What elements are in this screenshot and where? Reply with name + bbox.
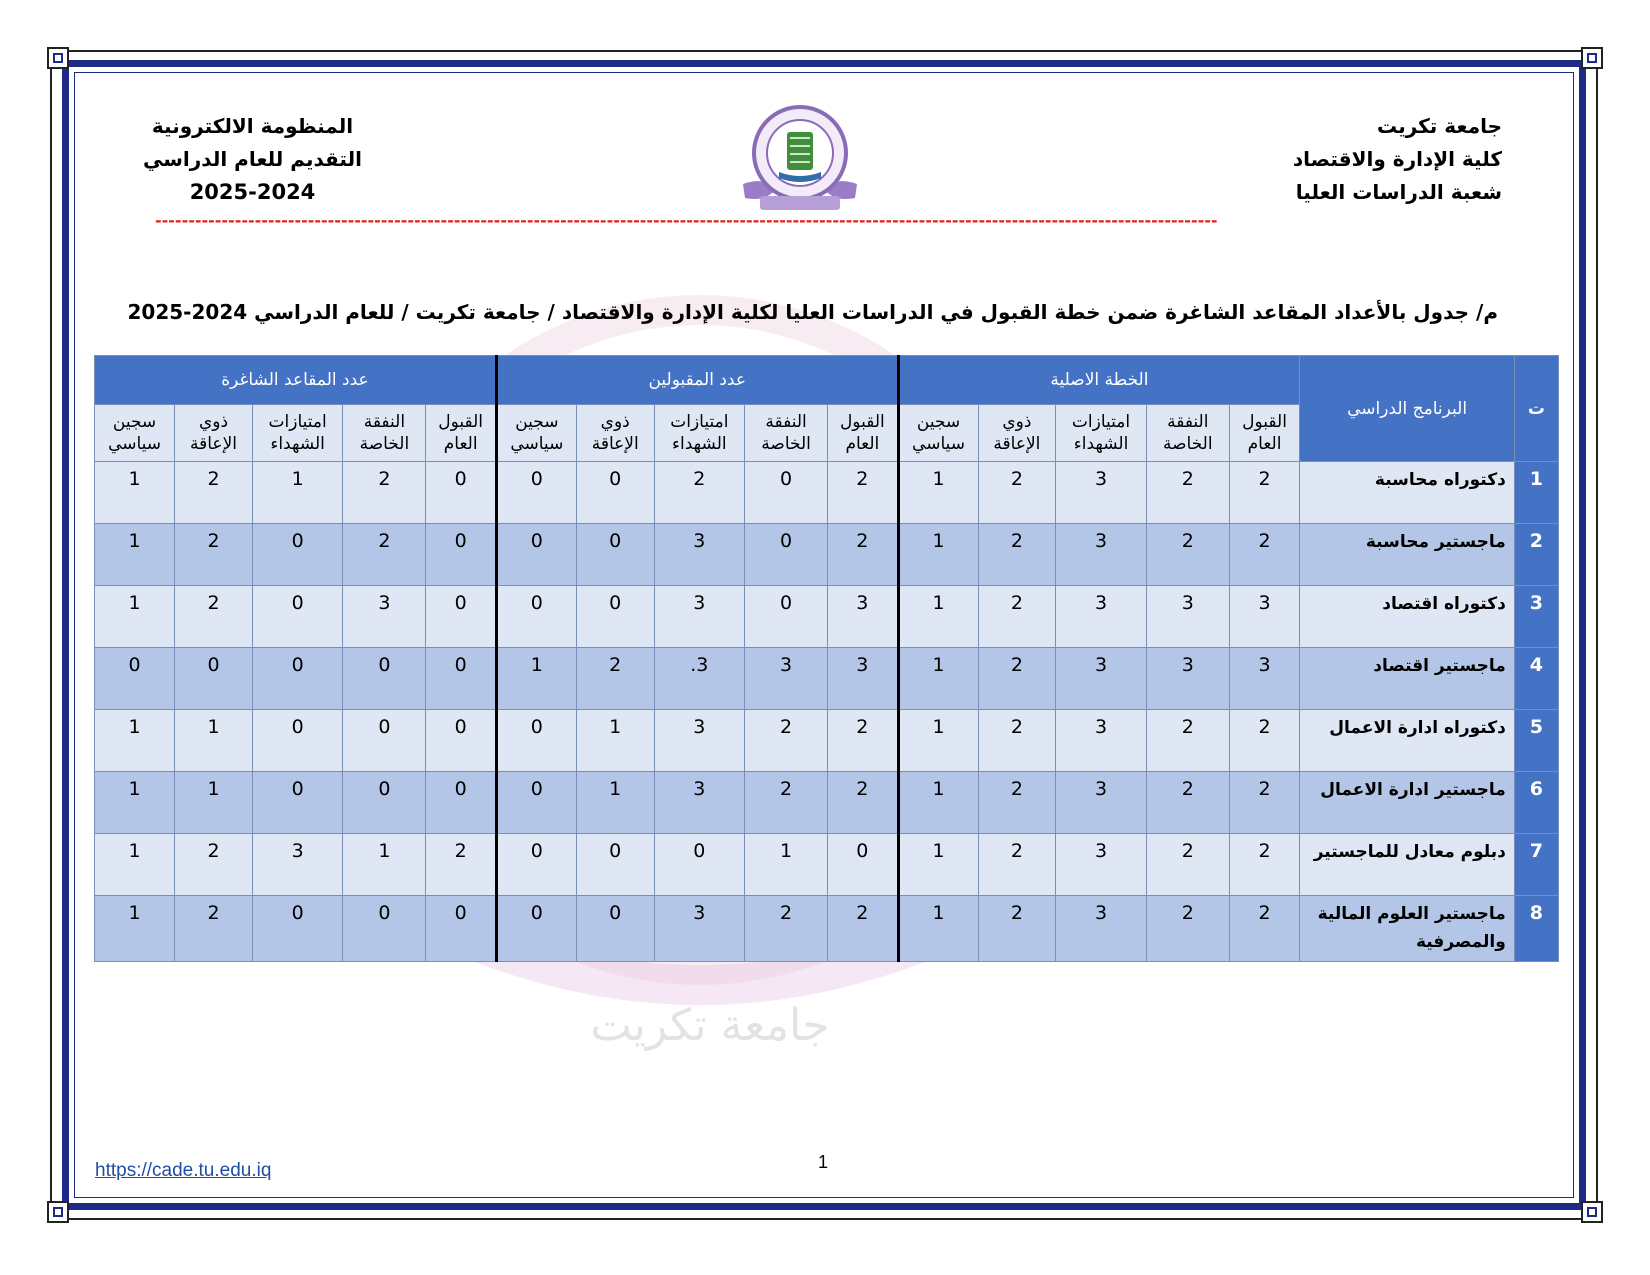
table-cell: 1 [898,586,978,648]
table-cell: 2 [978,524,1056,586]
table-cell: 2 [1146,710,1229,772]
subcolumn-header-line: سجين [515,412,559,432]
table-cell: 2 [343,462,426,524]
table-cell: 3 [1056,462,1146,524]
table-cell: 0 [426,896,496,962]
table-row [95,834,1559,896]
table-cell: 2 [978,586,1056,648]
subcolumn-header-line: ذوي [198,412,229,432]
table-cell: 1 [95,834,175,896]
subcolumn-header-line: الخاصة [359,434,410,454]
university-name: جامعة تكريت [1377,114,1502,138]
table-cell: 2 [1229,710,1299,772]
subcolumn-header-line: امتيازات [1071,412,1131,432]
row-number: 4 [1514,648,1558,710]
header-divider: ---------------------------------------------------------------------------------------------------------------------------------------------------------------- [155,211,1218,230]
table-cell: 2 [175,586,253,648]
subcolumn-header-line: سجين [112,412,157,432]
table-cell: 2 [745,772,828,834]
college-logo [735,98,865,216]
program-name: دبلوم معادل للماجستير [1300,834,1515,896]
table-cell: 2 [978,834,1056,896]
table-cell: 1 [898,648,978,710]
subcolumn-header-line: القبول [839,412,885,432]
subcolumn-header-line: امتيازات [268,412,327,432]
table-row [95,586,1559,648]
system-header [140,110,365,209]
table-cell: 1 [95,772,175,834]
program-name: دكتوراه اقتصاد [1300,586,1515,648]
column-header-program: البرنامج الدراسي [1300,356,1515,462]
table-cell: 0 [828,834,898,896]
table-cell: 3 [1146,648,1229,710]
table-cell: 2 [175,524,253,586]
subcolumn-header-line: النفقة [363,412,406,432]
subcolumn-header-line: الإعاقة [190,434,237,454]
table-cell: 3 [654,710,744,772]
table-cell: 0 [496,896,576,962]
table-cell: 2 [828,772,898,834]
subcolumn-header-line: الشهداء [672,434,727,454]
table-cell: 0 [252,586,342,648]
table-cell: 1 [898,896,978,962]
table-cell: 3 [1146,586,1229,648]
table-cell: 3 [1056,524,1146,586]
table-cell: 0 [343,772,426,834]
table-cell: 2 [828,524,898,586]
table-cell: 2 [1229,834,1299,896]
application-label: التقديم للعام الدراسي [143,147,362,171]
row-number: 6 [1514,772,1558,834]
subcolumn-header [95,405,175,462]
subcolumn-header [496,405,576,462]
frame-corner-ornament [47,47,69,69]
table-cell: 2 [576,648,654,710]
group-header-original-plan: الخطة الاصلية [898,356,1300,405]
table-cell: 1 [95,896,175,962]
subcolumn-header-line: القبول [1242,412,1287,432]
table-cell: 3 [828,648,898,710]
table-cell: 2 [978,772,1056,834]
table-row [95,462,1559,524]
table-cell: 3. [654,648,744,710]
subcolumn-header [1146,405,1229,462]
table-cell: 0 [496,462,576,524]
frame-corner-ornament [1581,1201,1603,1223]
column-header-number: ت [1514,356,1558,462]
table-cell: 2 [978,896,1056,962]
institution-header [1293,110,1502,209]
table-cell: 0 [343,710,426,772]
table-cell: 3 [1056,834,1146,896]
table-cell: 2 [978,462,1056,524]
table-cell: 3 [654,586,744,648]
row-number: 2 [1514,524,1558,586]
table-cell: 0 [95,648,175,710]
subcolumn-header-line: سياسي [510,434,564,454]
table-cell: 2 [745,710,828,772]
table-cell: 2 [978,648,1056,710]
subcolumn-header [1229,405,1299,462]
table-cell: 3 [745,648,828,710]
table-cell: 0 [745,524,828,586]
academic-year: 2025-2024 [189,180,316,204]
table-cell: 3 [1229,586,1299,648]
table-cell: 0 [745,462,828,524]
table-cell: 1 [745,834,828,896]
table-cell: 0 [252,710,342,772]
table-cell: 0 [576,834,654,896]
subcolumn-header [978,405,1056,462]
table-cell: 2 [1229,462,1299,524]
table-cell: 1 [496,648,576,710]
document-title: م/ جدول بالأعداد المقاعد الشاغرة ضمن خطة القبول في الدراسات العليا لكلية الإدارة والاقتصاد / جامعة تكريت / للعام الدراسي 2024-2025 [127,300,1498,324]
table-cell: 2 [175,462,253,524]
subcolumn-header-line: الشهداء [270,434,325,454]
subcolumn-header [654,405,744,462]
subcolumn-header-line: الخاصة [761,434,811,454]
subcolumn-header-line: الإعاقة [591,434,639,454]
table-cell: 1 [95,710,175,772]
table-cell: 0 [496,524,576,586]
website-link[interactable]: https://cade.tu.edu.iq [95,1160,272,1181]
table-cell: 0 [576,462,654,524]
subcolumn-header [898,405,978,462]
table-cell: 0 [175,648,253,710]
row-number: 7 [1514,834,1558,896]
table-cell: 0 [496,710,576,772]
table-cell: 0 [576,524,654,586]
subcolumn-header-line: العام [1247,434,1282,454]
subcolumn-header-line: القبول [438,412,484,432]
table-cell: 3 [1229,648,1299,710]
subcolumn-header-line: سياسي [912,434,966,454]
program-name: ماجستير ادارة الاعمال [1300,772,1515,834]
table-cell: 1 [95,524,175,586]
subcolumn-header-line: سجين [916,412,961,432]
table-cell: 1 [252,462,342,524]
table-cell: 0 [654,834,744,896]
group-header-vacant: عدد المقاعد الشاغرة [95,356,497,405]
table-cell: 2 [343,524,426,586]
subcolumn-header-line: سياسي [108,434,162,454]
row-number: 8 [1514,896,1558,962]
table-cell: 0 [252,648,342,710]
table-cell: 0 [426,772,496,834]
watermark-text: جامعة تكريت [590,1000,830,1051]
frame-corner-ornament [1581,47,1603,69]
table-cell: 2 [426,834,496,896]
table-cell: 0 [426,462,496,524]
table-cell: 2 [175,896,253,962]
table-cell: 0 [343,896,426,962]
program-name: ماجستير اقتصاد [1300,648,1515,710]
table-cell: 1 [898,462,978,524]
table-cell: 3 [654,772,744,834]
subcolumn-header [252,405,342,462]
table-cell: 1 [576,710,654,772]
table-cell: 2 [1146,524,1229,586]
table-cell: 0 [426,710,496,772]
subcolumn-header-line: الشهداء [1073,434,1129,454]
program-name: ماجستير محاسبة [1300,524,1515,586]
college-name: كلية الإدارة والاقتصاد [1292,147,1502,171]
table-cell: 0 [745,586,828,648]
subcolumn-header-line: العام [443,434,478,454]
table-cell: 2 [175,834,253,896]
table-row [95,896,1559,962]
row-number: 3 [1514,586,1558,648]
subcolumn-header-line: ذوي [1002,412,1032,432]
table-cell: 0 [343,648,426,710]
table-cell: 0 [426,524,496,586]
table-cell: 3 [1056,896,1146,962]
table-cell: 0 [576,896,654,962]
table-cell: 1 [95,586,175,648]
table-cell: 3 [1056,648,1146,710]
system-name: المنظومة الالكترونية [151,114,354,138]
table-cell: 3 [1056,710,1146,772]
table-cell: 1 [898,524,978,586]
table-cell: 3 [654,896,744,962]
table-cell: 2 [1146,896,1229,962]
program-name: ماجستير العلوم المالية والمصرفية [1300,896,1515,962]
department-name: شعبة الدراسات العليا [1295,180,1502,204]
table-cell: 1 [175,710,253,772]
table-cell: 0 [496,834,576,896]
table-cell: 1 [898,710,978,772]
page-number: 1 [818,1152,829,1172]
table-cell: 2 [828,896,898,962]
table-cell: 2 [1146,772,1229,834]
subcolumn-header [828,405,898,462]
table-cell: 3 [1056,586,1146,648]
table-cell: 1 [576,772,654,834]
table-cell: 2 [1146,462,1229,524]
frame-corner-ornament [47,1201,69,1223]
subcolumn-header-line: الخاصة [1162,434,1213,454]
table-cell: 2 [654,462,744,524]
table-cell: 2 [1229,896,1299,962]
vacant-seats-table [94,355,1559,962]
table-cell: 0 [576,586,654,648]
program-name: دكتوراه ادارة الاعمال [1300,710,1515,772]
table-cell: 2 [1229,524,1299,586]
table-row [95,648,1559,710]
subcolumn-header [426,405,496,462]
table-cell: 2 [828,710,898,772]
group-header-accepted: عدد المقبولين [496,356,898,405]
row-number: 5 [1514,710,1558,772]
table-cell: 3 [1056,772,1146,834]
subcolumn-header [745,405,828,462]
table-row [95,710,1559,772]
table-cell: 1 [898,772,978,834]
subcolumn-header-line: العام [845,434,880,454]
row-number: 1 [1514,462,1558,524]
table-cell: 1 [95,462,175,524]
subcolumn-header-line: النفقة [765,412,807,432]
table-row [95,772,1559,834]
table-cell: 0 [426,648,496,710]
table-cell: 2 [828,462,898,524]
table-cell: 0 [252,772,342,834]
table-cell: 0 [426,586,496,648]
table-cell: 0 [496,772,576,834]
table-cell: 3 [654,524,744,586]
subcolumn-header [1056,405,1146,462]
table-cell: 0 [252,896,342,962]
table-cell: 3 [252,834,342,896]
table-cell: 2 [1146,834,1229,896]
table-cell: 2 [1229,772,1299,834]
table-cell: 1 [175,772,253,834]
table-cell: 2 [745,896,828,962]
subcolumn-header-line: ذوي [600,412,630,432]
table-cell: 0 [496,586,576,648]
table-cell: 1 [898,834,978,896]
table-row [95,524,1559,586]
subcolumn-header [175,405,253,462]
subcolumn-header-line: الإعاقة [993,434,1041,454]
table-cell: 1 [343,834,426,896]
subcolumn-header [576,405,654,462]
program-name: دكتوراه محاسبة [1300,462,1515,524]
table-cell: 3 [343,586,426,648]
subcolumn-header [343,405,426,462]
table-cell: 3 [828,586,898,648]
subcolumn-header-line: امتيازات [670,412,729,432]
subcolumn-header-line: النفقة [1167,412,1209,432]
table-cell: 2 [978,710,1056,772]
table-cell: 0 [252,524,342,586]
